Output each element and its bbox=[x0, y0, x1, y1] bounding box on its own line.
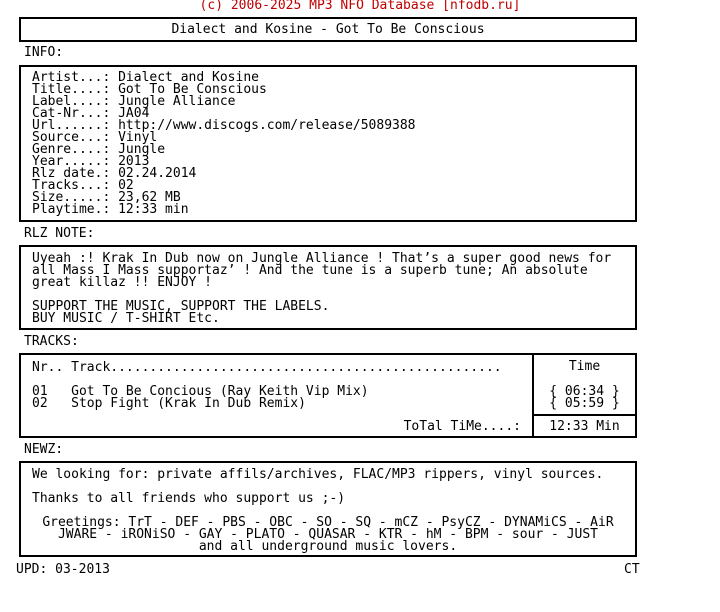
info-playtime: Playtime.: 12:33 min bbox=[32, 202, 189, 217]
tracks-time-header: Time bbox=[568, 359, 601, 374]
greetings-line: and all underground music lovers. bbox=[198, 539, 458, 554]
total-time-value: 12:33 Min bbox=[549, 419, 620, 434]
tracks-label: TRACKS: bbox=[24, 334, 79, 349]
newz-line: Thanks to all friends who support us ;-) bbox=[32, 491, 346, 506]
info-size: Size.....: 23,62 MB bbox=[32, 190, 181, 205]
tracks-header: Nr.. Track.................................................. bbox=[32, 360, 502, 375]
info-record-label: Label....: Jungle Alliance bbox=[32, 94, 236, 109]
rlz-note-lines bbox=[32, 253, 611, 325]
rlz-note-label: RLZ NOTE: bbox=[24, 226, 95, 241]
footer-ct: CT bbox=[624, 562, 640, 577]
site-copyright-link[interactable]: (c) 2006-2025 MP3 NFO Database [nfodb.ru] bbox=[199, 0, 521, 13]
track-time: { 06:34 } bbox=[549, 384, 620, 399]
footer-upd: UPD: 03-2013 bbox=[16, 562, 110, 577]
release-title-box bbox=[19, 17, 637, 42]
rlz-note-box bbox=[19, 245, 637, 330]
rlz-note-line: SUPPORT THE MUSIC, SUPPORT THE LABELS. bbox=[32, 299, 330, 314]
track-time: { 05:59 } bbox=[549, 396, 620, 411]
release-title: Dialect and Kosine - Got To Be Conscious bbox=[171, 22, 485, 37]
newz-label: NEWZ: bbox=[24, 442, 64, 457]
rlz-note-line: great killaz !! ENJOY ! bbox=[32, 275, 213, 290]
rlz-note-line: BUY MUSIC / T-SHIRT Etc. bbox=[32, 311, 220, 326]
info-box bbox=[19, 65, 637, 222]
newz-line: We looking for: private affils/archives, FLAC/MP3 rippers, vinyl sources. bbox=[32, 467, 604, 482]
rlz-note-line: Uyeah :! Krak In Dub now on Jungle Alliance ! That’s a super good news for bbox=[32, 251, 612, 266]
total-time-label: ToTal TiMe....: bbox=[403, 419, 521, 434]
rlz-note-line: all Mass I Mass supportaz’ ! And the tune is a superb tune; An absolute bbox=[32, 263, 588, 278]
greetings-line: Greetings: TrT - DEF - PBS - OBC - SO - SQ - mCZ - PsyCZ - DYNAMiCS - AiR bbox=[42, 515, 614, 530]
tracks-box bbox=[19, 353, 637, 438]
track-row: 01 Got To Be Concious (Ray Keith Vip Mix) bbox=[32, 384, 369, 399]
info-cat-nr: Cat-Nr...: JA04 bbox=[32, 106, 150, 121]
info-genre: Genre....: Jungle bbox=[32, 142, 166, 157]
newz-box bbox=[19, 461, 637, 557]
info-url[interactable]: Url......: http://www.discogs.com/release/5089388 bbox=[32, 118, 416, 133]
info-artist: Artist...: Dialect and Kosine bbox=[32, 70, 259, 85]
info-lines bbox=[32, 72, 416, 216]
info-title: Title....: Got To Be Conscious bbox=[32, 82, 267, 97]
tracks-total-divider bbox=[532, 414, 635, 416]
info-year: Year.....: 2013 bbox=[32, 154, 150, 169]
track-row: 02 Stop Fight (Krak In Dub Remix) bbox=[32, 396, 306, 411]
info-rlz-date: Rlz date.: 02.24.2014 bbox=[32, 166, 197, 181]
info-label: INFO: bbox=[24, 45, 64, 60]
info-source: Source...: Vinyl bbox=[32, 130, 158, 145]
info-tracks: Tracks...: 02 bbox=[32, 178, 134, 193]
greetings-line: JWARE - iRONiSO - GAY - PLATO - QUASAR - KTR - hM - BPM - sour - JUST bbox=[57, 527, 599, 542]
